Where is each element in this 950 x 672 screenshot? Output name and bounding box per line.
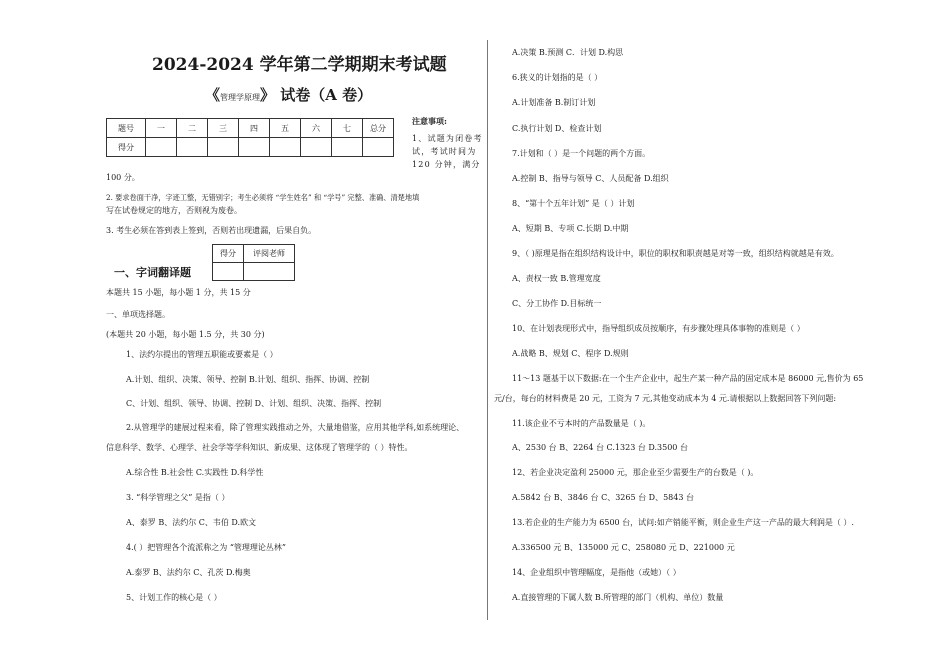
answer-option-line: A、责权一致 B.管理宽度: [512, 274, 601, 283]
answer-option-line: C、计划、组织、领导、协调、控制 D、计划、组织、决策、指挥、控制: [126, 399, 382, 408]
question-stem: 元/台，每台的材料费是 20 元，工资为 7 元,其他变动成本为 4 元.请根据以上数据回答下列问题:: [494, 394, 837, 403]
notes-item1-line: 120 分钟，满分: [412, 160, 481, 169]
score-header-cell: 题号: [107, 119, 146, 138]
notes-item3: 3. 考生必须在答到表上签到，否则若出现遗漏，后果自负。: [106, 226, 317, 235]
question: 12、若企业决定盈利 25000 元，那企业至少需要生产的台数是（ )。: [512, 468, 759, 477]
subtitle-close: 》 试卷（A 卷）: [260, 86, 373, 104]
question: 7.计划和（ ）是一个问题的两个方面。: [512, 149, 651, 158]
score-header-cell: 五: [270, 119, 301, 138]
score-cell[interactable]: [208, 138, 239, 157]
answer-option-line: A.336500 元 B、135000 元 C、258080 元 D、221000 元: [512, 543, 735, 552]
score-cell[interactable]: [146, 138, 177, 157]
page-title: 2024-2024 学年第二学期期末考试题: [152, 55, 447, 75]
score-cell[interactable]: [270, 138, 301, 157]
question: 14、企业组织中管理幅度，是指他（或她）（ ）: [512, 568, 681, 577]
question: 4.( ）把管理各个流派称之为 “管理理论丛林”: [126, 543, 287, 552]
answer-option-line: A.泰罗 B、法约尔 C、孔茨 D.梅奥: [126, 568, 251, 577]
answer-option-line: A.计划准备 B.制订计划: [512, 98, 596, 107]
score-header-cell: 二: [177, 119, 208, 138]
score-cell[interactable]: [332, 138, 363, 157]
course-name: 管理学原理: [220, 93, 261, 102]
grader-teacher-cell[interactable]: [244, 263, 295, 281]
question: 8、“第十个五年计划” 是（ ）计划: [512, 199, 635, 208]
question: 2.从管理学的建展过程来看，除了管理实践推动之外，大量地借鉴，应用其他学科,如系统理论、: [126, 423, 465, 432]
question: 3. “科学管理之父” 是指（ ）: [126, 493, 230, 502]
answer-option-line: A.控制 B、指导与领导 C、人员配备 D.组织: [512, 174, 669, 183]
score-cell[interactable]: [177, 138, 208, 157]
question-continuation: 信息科学、数学、心理学、社会学等学科知识、新成果、这体现了管理学的（ ）特性。: [106, 443, 413, 452]
answer-option-line: A.综合性 B.社会性 C.实践性 D.科学性: [126, 468, 264, 477]
notes-item2-line: 写在试卷规定的地方，否则视为废卷。: [106, 206, 242, 215]
notes-item2-line: 2. 要求卷面干净，字迹工整，无错别字；考生必须将 “学生姓名” 和 “学号” 完整、准确、清楚地填: [106, 193, 420, 202]
score-header-cell: 总分: [363, 119, 394, 138]
grader-score-label: 得分: [213, 245, 244, 263]
answer-option-line: A、2530 台 B、2264 台 C.1323 台 D.3500 台: [512, 443, 688, 452]
question: 13.若企业的生产能力为 6500 台，试问:如产销能平衡，则企业生产这一产品的最大利润是（ ）.: [512, 518, 854, 527]
question: 6.狭义的计划指的是（ ）: [512, 73, 603, 82]
grader-score-cell[interactable]: [213, 263, 244, 281]
score-header-cell: 三: [208, 119, 239, 138]
notes-item1-end: 100 分。: [106, 173, 140, 182]
grader-table: [212, 244, 295, 281]
score-header-cell: 四: [239, 119, 270, 138]
answer-option-line: A.战略 B、规划 C、程序 D.规则: [512, 349, 629, 358]
answer-option-line: A.计划、组织、决策、领导、控制 B.计划、组织、指挥、协调、控制: [126, 375, 370, 384]
answer-option-line: A、泰罗 B、法约尔 C、韦伯 D.欧文: [126, 518, 257, 527]
section-desc: 本题共 15 小题，每小题 1 分，共 15 分: [106, 288, 251, 297]
answer-option-line: A.直接管理的下属人数 B.所管理的部门（机构、单位）数量: [512, 593, 724, 602]
notes-item1-line: 1、试题为闭卷考: [412, 134, 483, 143]
score-table-header-row: [107, 119, 394, 138]
grader-teacher-label: 评阅老师: [244, 245, 295, 263]
question: 5、计划工作的核心是（ ）: [126, 593, 222, 602]
question: 1、法约尔提出的管理五职能或要素是（ ）: [126, 350, 278, 359]
score-table-score-row: [107, 138, 394, 157]
notes-item1-line: 试，考试时间为: [412, 147, 477, 156]
question-stem: 11～13 题基于以下数据:在一个生产企业中，起生产某一种产品的固定成本是 86000 元,售价为 65: [512, 374, 864, 383]
score-header-cell: 一: [146, 119, 177, 138]
exam-subtitle: [205, 84, 372, 105]
answer-option-line: A.决策 B.预测 C．计划 D.构思: [512, 48, 624, 57]
subtitle-open: 《: [205, 86, 221, 104]
notes-title: 注意事项:: [412, 116, 447, 126]
column-divider: [487, 40, 488, 620]
score-cell[interactable]: [239, 138, 270, 157]
score-header-cell: 七: [332, 119, 363, 138]
section-sub: 一、单项选择题。: [106, 310, 170, 319]
question: 11.该企业不亏本时的产品数量是（ )。: [512, 419, 651, 428]
question: 10、在计划表现形式中，指导组织成员按顺序，有步骤处理具体事物的准则是（ ）: [512, 324, 805, 333]
answer-option-line: A.5842 台 B、3846 台 C、3265 台 D、5843 台: [512, 493, 694, 502]
score-table: [106, 118, 394, 157]
answer-option-line: C.执行计划 D、检查计划: [512, 124, 602, 133]
section-sub-desc: (本题共 20 小题，每小题 1.5 分，共 30 分): [106, 330, 265, 339]
score-cell[interactable]: [301, 138, 332, 157]
answer-option-line: A、短期 B、专项 C.长期 D.中期: [512, 224, 629, 233]
section-heading: 一、字词翻译题: [114, 266, 191, 279]
question: 9、（ )原理是指在组织结构设计中，职位的职权和职责越是对等一致，组织结构就越是有效。: [512, 249, 839, 258]
answer-option-line: C、分工协作 D.目标统一: [512, 299, 602, 308]
score-header-cell: 六: [301, 119, 332, 138]
score-row-label: 得分: [107, 138, 146, 157]
score-cell[interactable]: [363, 138, 394, 157]
